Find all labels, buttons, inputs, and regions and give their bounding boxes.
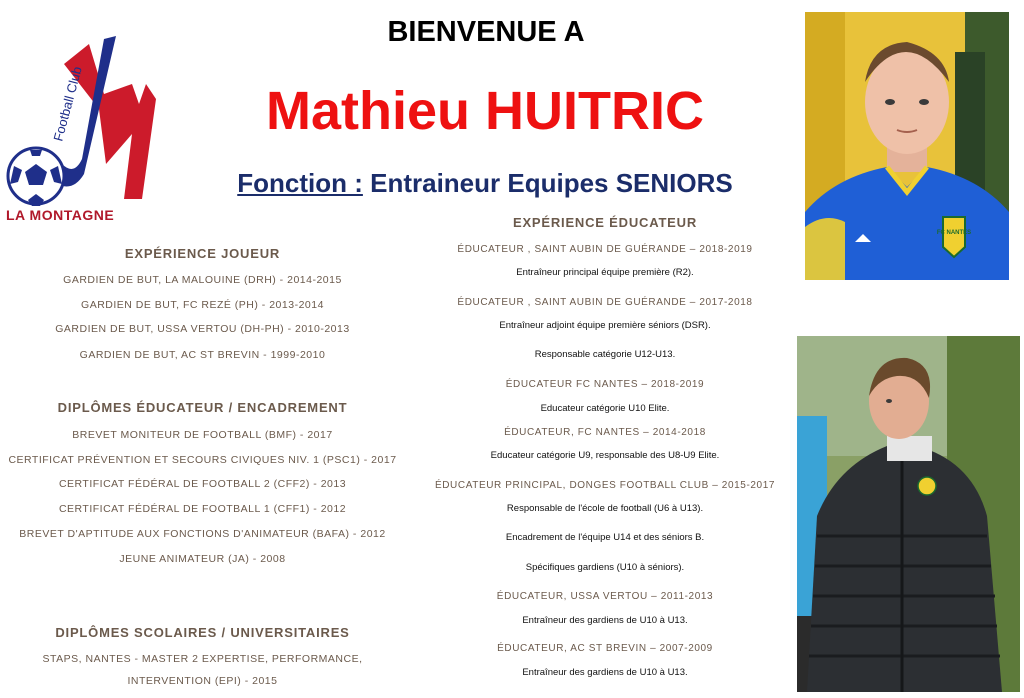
- club-logo-text: Football Club: [50, 64, 85, 143]
- school-diploma-line: INTERVENTION (EPI) - 2015: [127, 675, 278, 687]
- coaching-diploma-item: BREVET D'APTITUDE AUX FONCTIONS D'ANIMATEUR (BAFA) - 2012: [19, 528, 386, 540]
- action-photo: [797, 336, 1020, 692]
- coach-task: Educateur catégorie U10 Elite.: [540, 403, 670, 414]
- coach-task: Spécifiques gardiens (U10 à séniors).: [525, 562, 685, 573]
- club-name: LA MONTAGNE: [6, 207, 115, 223]
- left-column: [0, 0, 405, 698]
- coaching-diploma-item: BREVET MONITEUR DE FOOTBALL (BMF) - 2017: [72, 429, 333, 441]
- coaching-diploma-item: CERTIFICAT FÉDÉRAL DE FOOTBALL 1 (CFF1) - 2012: [58, 503, 347, 515]
- coach-role: ÉDUCATEUR FC NANTES – 2018-2019: [505, 379, 705, 390]
- coach-role: ÉDUCATEUR PRINCIPAL, DONGES FOOTBALL CLUB – 2015-2017: [434, 480, 776, 491]
- player-experience-item: GARDIEN DE BUT, LA MALOUINE (DRH) - 2014-2015: [63, 274, 342, 286]
- portrait-illustration: [805, 12, 1009, 280]
- coach-task: Educateur catégorie U9, responsable des U8-U9 Elite.: [490, 450, 720, 461]
- player-experience-title: EXPÉRIENCE JOUEUR: [124, 246, 281, 261]
- portrait-photo: [805, 12, 1009, 280]
- middle-column: [405, 0, 805, 698]
- coaching-diploma-item: JEUNE ANIMATEUR (JA) - 2008: [119, 553, 286, 565]
- player-experience-item: GARDIEN DE BUT, AC ST BREVIN - 1999-2010: [79, 349, 326, 361]
- coach-role: ÉDUCATEUR , SAINT AUBIN DE GUÉRANDE – 2018-2019: [457, 244, 753, 255]
- portrait-badge-text: FC NANTES: [936, 230, 972, 236]
- role-value: Entraineur Equipes SENIORS: [362, 168, 733, 198]
- coach-task: Responsable catégorie U12-U13.: [534, 349, 676, 360]
- player-experience-item: GARDIEN DE BUT, USSA VERTOU (DH-PH) - 2010-2013: [55, 323, 350, 335]
- coach-role: ÉDUCATEUR, FC NANTES – 2014-2018: [504, 427, 706, 438]
- coach-task: Responsable de l'école de football (U6 à U13).: [506, 503, 704, 514]
- coaching-diploma-item: CERTIFICAT PRÉVENTION ET SECOURS CIVIQUES NIV. 1 (PSC1) - 2017: [8, 454, 397, 466]
- action-illustration: [797, 336, 1020, 692]
- coach-role: ÉDUCATEUR, USSA VERTOU – 2011-2013: [496, 591, 714, 602]
- coach-task: Entraîneur des gardiens de U10 à U13.: [522, 667, 688, 678]
- school-diplomas-title: DIPLÔMES SCOLAIRES / UNIVERSITAIRES: [55, 625, 350, 640]
- coach-task: Entraîneur principal équipe première (R2).: [516, 267, 694, 278]
- coach-task: Entraîneur des gardiens de U10 à U13.: [522, 615, 688, 626]
- player-experience-item: GARDIEN DE BUT, FC REZÉ (PH) - 2013-2014: [81, 299, 324, 311]
- coach-task: Entraîneur adjoint équipe première séniors (DSR).: [499, 320, 711, 331]
- coaching-diplomas-title: DIPLÔMES ÉDUCATEUR / ENCADREMENT: [57, 400, 348, 415]
- person-name: Mathieu HUITRIC: [266, 81, 704, 141]
- coach-role: ÉDUCATEUR, AC ST BREVIN – 2007-2009: [497, 643, 713, 654]
- welcome-title: BIENVENUE A: [387, 16, 585, 48]
- coach-experience-title: EXPÉRIENCE ÉDUCATEUR: [512, 215, 698, 230]
- coach-task: Encadrement de l'équipe U14 et des séniors B.: [505, 532, 705, 543]
- coach-role: ÉDUCATEUR , SAINT AUBIN DE GUÉRANDE – 2017-2018: [457, 297, 753, 308]
- coaching-diploma-item: CERTIFICAT FÉDÉRAL DE FOOTBALL 2 (CFF2) - 2013: [58, 478, 347, 490]
- role-label: Fonction :: [237, 168, 363, 198]
- school-diploma-line: STAPS, NANTES - MASTER 2 EXPERTISE, PERFORMANCE,: [42, 653, 363, 665]
